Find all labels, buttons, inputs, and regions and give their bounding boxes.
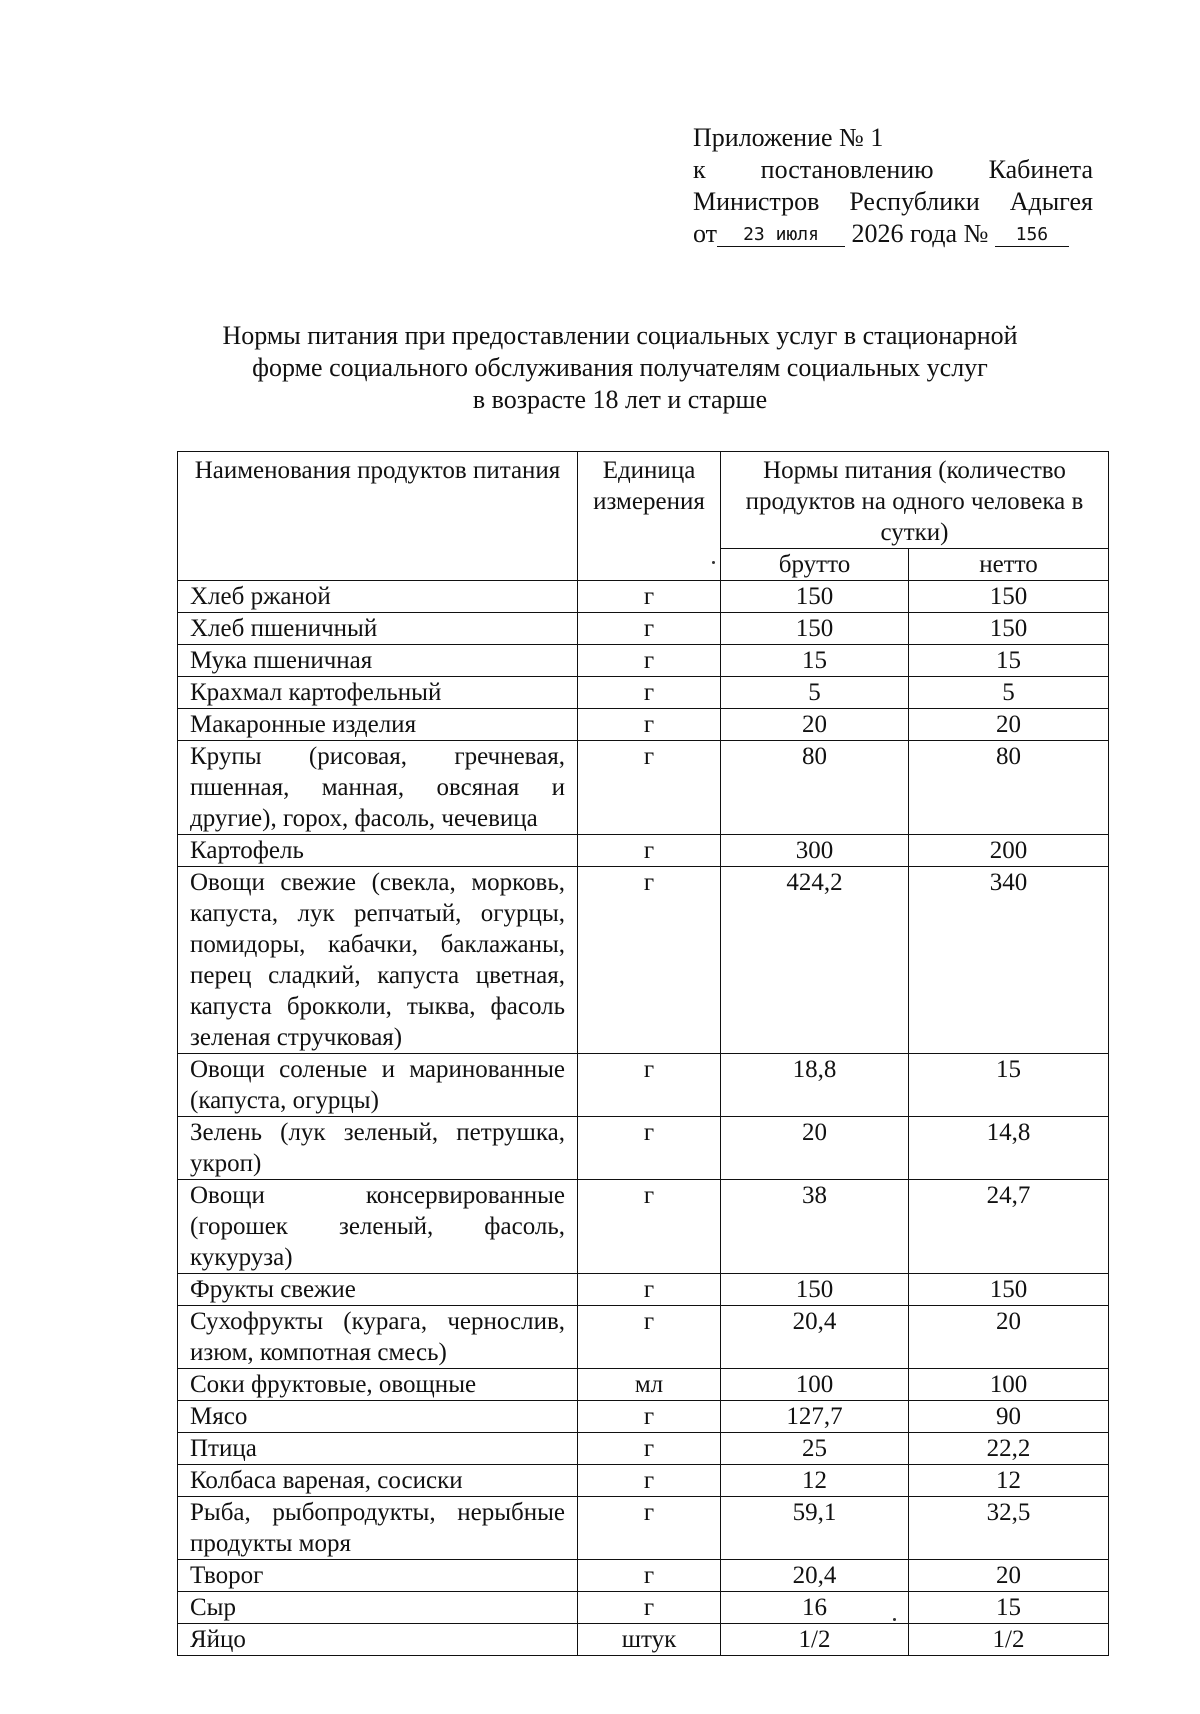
title-line: в возрасте 18 лет и старше [472,385,768,414]
unit-cell: г [578,1180,721,1274]
unit-cell: штук [578,1624,721,1656]
header-net: нетто [909,549,1109,581]
unit-cell: г [578,709,721,741]
net-cell: 150 [909,581,1109,613]
product-name-cell: Мясо [178,1401,578,1433]
annex-word: постановлению [760,155,934,184]
product-name-cell: Хлеб пшеничный [178,613,578,645]
product-name-cell: Зелень (лук зеленый, петрушка, укроп) [178,1117,578,1180]
gross-cell: 80 [721,741,909,835]
unit-cell: г [578,1465,721,1497]
unit-cell: г [578,867,721,1054]
unit-cell: г [578,1054,721,1117]
table-row [178,581,1109,613]
header-norms: Нормы питания (количество продуктов на одного человека в сутки) [721,452,1109,549]
annex-date-line [693,218,1093,250]
product-name-cell: Творог [178,1560,578,1592]
product-name-cell: Макаронные изделия [178,709,578,741]
product-name-cell: Птица [178,1433,578,1465]
table-row [178,867,1109,1054]
table-body [178,581,1109,1656]
table-row [178,1433,1109,1465]
unit-cell: г [578,613,721,645]
product-name-cell: Яйцо [178,1624,578,1656]
product-name-cell: Крупы (рисовая, гречневая, пшенная, манная, овсяная и другие), горох, фасоль, чечевица [178,741,578,835]
annex-reference-line [693,154,1093,186]
unit-cell: мл [578,1369,721,1401]
gross-cell: 15 [721,645,909,677]
product-name-cell: Овощи консервированные (горошек зеленый, фасоль, кукуруза) [178,1180,578,1274]
product-name-cell: Овощи свежие (свекла, морковь, капуста, лук репчатый, огурцы, помидоры, кабачки, баклажаны, перец сладкий, капуста цветная, капуста брокколи, тыква, фасоль зеленая стручковая) [178,867,578,1054]
table-row [178,677,1109,709]
gross-cell: 150 [721,1274,909,1306]
table-row [178,1465,1109,1497]
header-product: Наименования продуктов питания [178,452,578,581]
annex-authority-line [693,186,1093,218]
product-name-cell: Овощи соленые и маринованные (капуста, огурцы) [178,1054,578,1117]
gross-cell: 20 [721,1117,909,1180]
annex-word: Адыгея [1009,187,1093,216]
nutrition-norms-table [177,451,1109,1656]
table-row [178,1054,1109,1117]
unit-cell: г [578,741,721,835]
net-cell: 200 [909,835,1109,867]
header-unit: Единица измерения [578,452,721,581]
table-row [178,1274,1109,1306]
annex-word: Министров [693,187,820,216]
product-name-cell: Сыр [178,1592,578,1624]
product-name-cell: Колбаса вареная, сосиски [178,1465,578,1497]
unit-cell: г [578,1306,721,1369]
gross-cell: 127,7 [721,1401,909,1433]
net-cell: 5 [909,677,1109,709]
net-cell: 15 [909,1054,1109,1117]
table-row [178,1592,1109,1624]
gross-cell: 16 [721,1592,909,1624]
net-cell: 15 [909,645,1109,677]
gross-cell: 38 [721,1180,909,1274]
table-row [178,1624,1109,1656]
annex-number-field: 156 [995,224,1069,247]
net-cell: 150 [909,1274,1109,1306]
table-row [178,1306,1109,1369]
table-row [178,1117,1109,1180]
table-row [178,1401,1109,1433]
gross-cell: 20,4 [721,1306,909,1369]
product-name-cell: Сухофрукты (курага, чернослив, изюм, компотная смесь) [178,1306,578,1369]
annex-word: Кабинета [988,155,1093,184]
table-row [178,1369,1109,1401]
product-name-cell: Рыба, рыбопродукты, нерыбные продукты моря [178,1497,578,1560]
gross-cell: 100 [721,1369,909,1401]
table-row [178,645,1109,677]
scan-speck [712,561,715,564]
table-header-row [178,452,1109,549]
unit-cell: г [578,1274,721,1306]
net-cell: 1/2 [909,1624,1109,1656]
gross-cell: 150 [721,613,909,645]
net-cell: 22,2 [909,1433,1109,1465]
scan-speck [893,1618,896,1621]
annex-word: к [693,155,706,184]
product-name-cell: Хлеб ржаной [178,581,578,613]
table-row [178,613,1109,645]
table-row [178,1180,1109,1274]
table-row [178,1560,1109,1592]
net-cell: 150 [909,613,1109,645]
table-row [178,741,1109,835]
net-cell: 24,7 [909,1180,1109,1274]
gross-cell: 18,8 [721,1054,909,1117]
product-name-cell: Соки фруктовые, овощные [178,1369,578,1401]
product-name-cell: Фрукты свежие [178,1274,578,1306]
net-cell: 14,8 [909,1117,1109,1180]
annex-prefix: от [693,219,718,248]
product-name-cell: Мука пшеничная [178,645,578,677]
net-cell: 20 [909,1560,1109,1592]
annex-number: Приложение № 1 [693,123,884,152]
net-cell: 90 [909,1401,1109,1433]
gross-cell: 300 [721,835,909,867]
gross-cell: 20 [721,709,909,741]
gross-cell: 5 [721,677,909,709]
net-cell: 20 [909,1306,1109,1369]
product-name-cell: Крахмал картофельный [178,677,578,709]
document-title [160,320,1080,416]
unit-cell: г [578,645,721,677]
annex-year-text: 2026 года № [851,219,989,248]
unit-cell: г [578,1592,721,1624]
table-row [178,835,1109,867]
header-gross: брутто [721,549,909,581]
gross-cell: 150 [721,581,909,613]
annex-word: Республики [849,187,980,216]
unit-cell: г [578,581,721,613]
unit-cell: г [578,835,721,867]
gross-cell: 59,1 [721,1497,909,1560]
annex-header [693,122,1093,250]
net-cell: 12 [909,1465,1109,1497]
table-row [178,709,1109,741]
gross-cell: 424,2 [721,867,909,1054]
gross-cell: 25 [721,1433,909,1465]
unit-cell: г [578,677,721,709]
gross-cell: 1/2 [721,1624,909,1656]
annex-date-field: 23 июля [717,224,845,247]
net-cell: 20 [909,709,1109,741]
net-cell: 80 [909,741,1109,835]
net-cell: 32,5 [909,1497,1109,1560]
gross-cell: 20,4 [721,1560,909,1592]
net-cell: 100 [909,1369,1109,1401]
table-row [178,1497,1109,1560]
title-line: Нормы питания при предоставлении социальных услуг в стационарной [222,321,1018,350]
title-line: форме социального обслуживания получателям социальных услуг [252,353,988,382]
unit-cell: г [578,1401,721,1433]
unit-cell: г [578,1433,721,1465]
unit-cell: г [578,1117,721,1180]
unit-cell: г [578,1497,721,1560]
product-name-cell: Картофель [178,835,578,867]
unit-cell: г [578,1560,721,1592]
gross-cell: 12 [721,1465,909,1497]
net-cell: 340 [909,867,1109,1054]
net-cell: 15 [909,1592,1109,1624]
